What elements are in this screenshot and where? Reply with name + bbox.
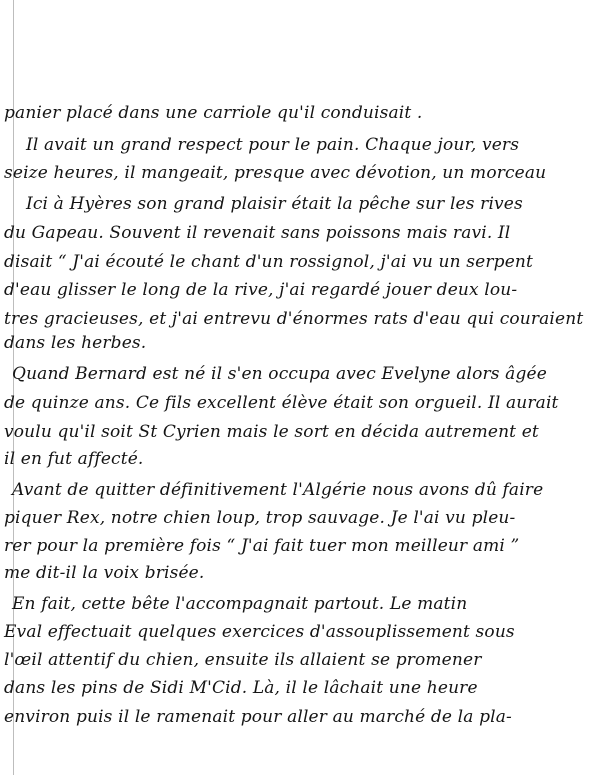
text-line-12: voulu qu'il soit St Cyrien mais le sort en décida autrement et: [4, 422, 539, 442]
text-line-16: rer pour la première fois “ J'ai fait tuer mon meilleur ami ”: [4, 536, 520, 556]
text-line-17: me dit-il la voix brisée.: [4, 563, 205, 583]
text-line-2: Il avait un grand respect pour le pain. Chaque jour, vers: [26, 135, 520, 155]
text-line-9: dans les herbes.: [4, 333, 147, 353]
text-line-13: il en fut affecté.: [4, 449, 144, 469]
text-line-18: En fait, cette bête l'accompagnait partout. Le matin: [12, 594, 468, 614]
text-line-3: seize heures, il mangeait, presque avec dévotion, un morceau: [4, 163, 547, 183]
text-line-21: dans les pins de Sidi M'Cid. Là, il le lâchait une heure: [4, 678, 478, 698]
text-line-8: tres gracieuses, et j'ai entrevu d'énormes rats d'eau qui couraient: [4, 309, 584, 329]
text-line-10: Quand Bernard est né il s'en occupa avec Evelyne alors âgée: [12, 364, 547, 384]
text-line-15: piquer Rex, notre chien loup, trop sauvage. Je l'ai vu pleu-: [4, 508, 516, 528]
text-line-11: de quinze ans. Ce fils excellent élève était son orgueil. Il aurait: [4, 393, 559, 413]
text-line-5: du Gapeau. Souvent il revenait sans poissons mais ravi. Il: [4, 223, 511, 243]
text-line-22: environ puis il le ramenait pour aller au marché de la pla-: [4, 707, 512, 727]
text-line-14: Avant de quitter définitivement l'Algérie nous avons dû faire: [12, 480, 544, 500]
text-line-7: d'eau glisser le long de la rive, j'ai regardé jouer deux lou-: [4, 280, 518, 300]
text-line-20: l'œil attentif du chien, ensuite ils allaient se promener: [4, 650, 482, 670]
text-line-4: Ici à Hyères son grand plaisir était la pêche sur les rives: [26, 194, 523, 214]
text-line-1: panier placé dans une carriole qu'il conduisait .: [4, 103, 423, 123]
text-line-19: Eval effectuait quelques exercices d'assouplissement sous: [4, 622, 515, 642]
text-line-6: disait “ J'ai écouté le chant d'un rossignol, j'ai vu un serpent: [4, 252, 533, 272]
